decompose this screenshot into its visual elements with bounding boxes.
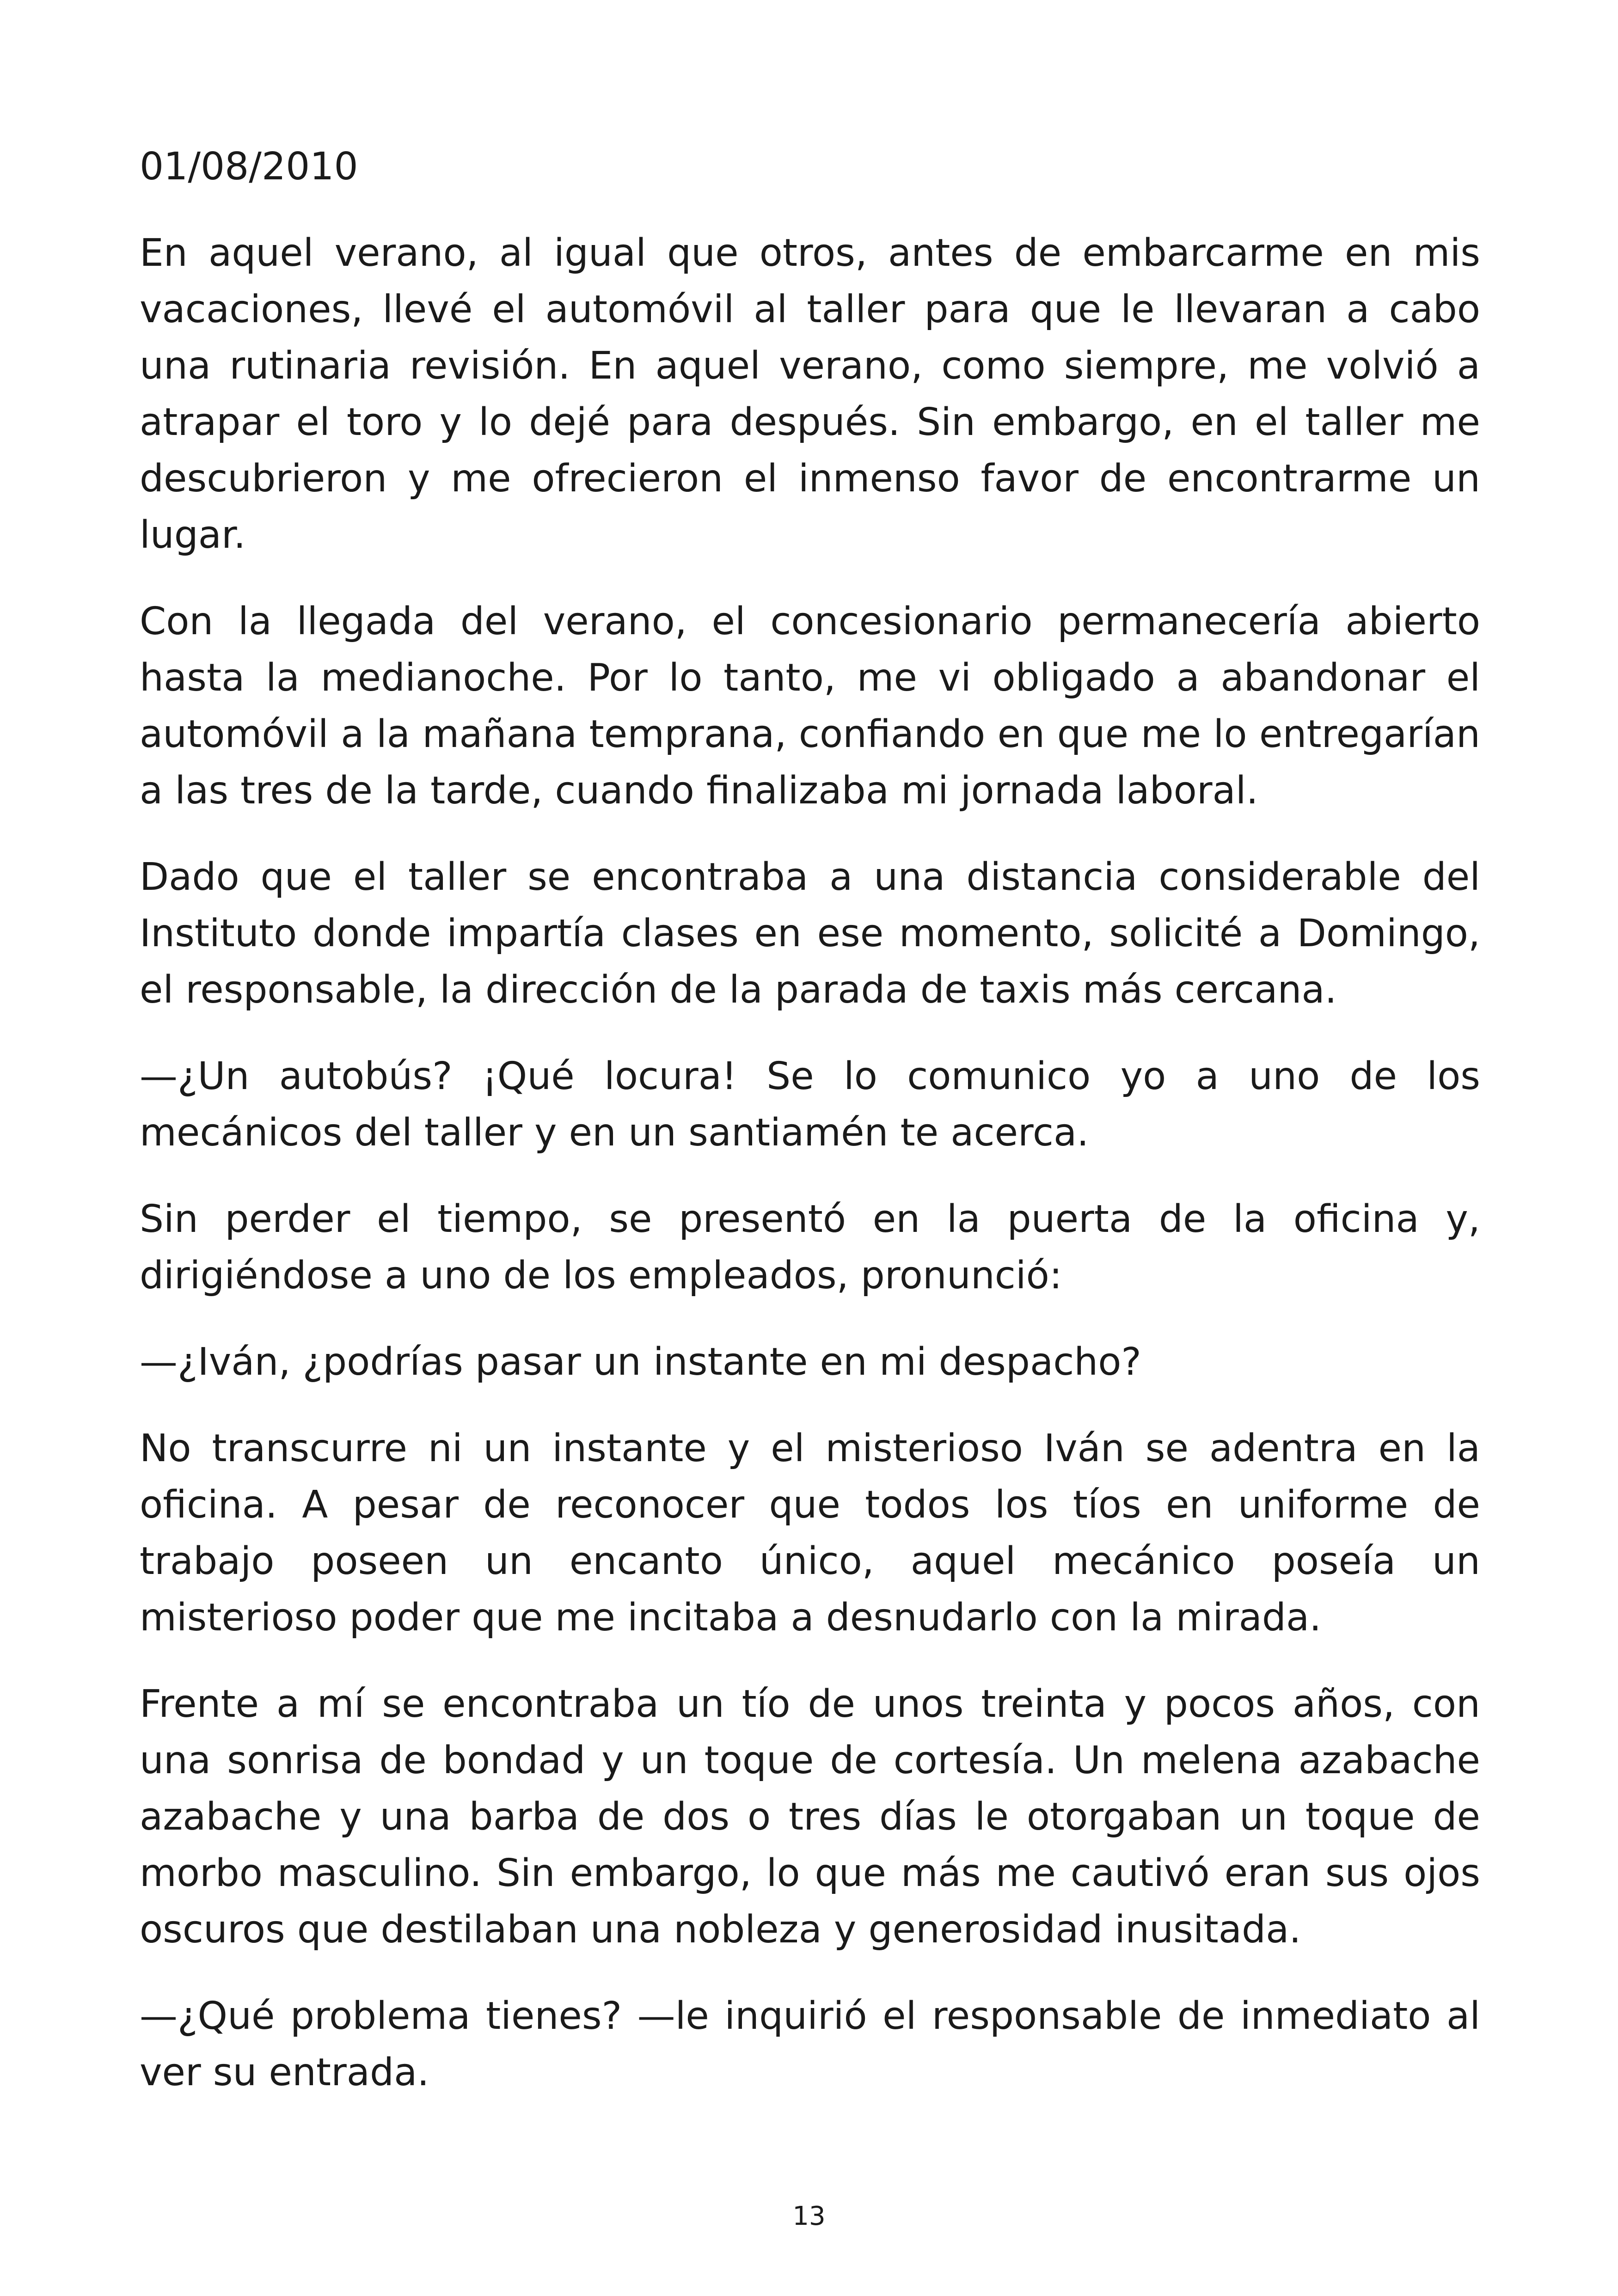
page-body	[140, 139, 1480, 2131]
paragraph: No transcurre ni un instante y el misterioso Iván se adentra en la oficina. A pesar de reconocer que todos los tíos en uniforme de trabajo poseen un encanto único, aquel mecánico poseía un misterioso poder que me incitaba a desnudarlo con la mirada.	[140, 1427, 1480, 1640]
paragraph: —¿Qué problema tienes? —le inquirió el responsable de inmediato al ver su entrada.	[140, 1994, 1480, 2094]
paragraph: Frente a mí se encontraba un tío de unos treinta y pocos años, con una sonrisa de bondad y un toque de cortesía. Un melena azabache azabache y una barba de dos o tres días le otorgaban un toque de morbo masculino. Sin embargo, lo que más me cautivó eran sus ojos oscuros que destilaban una nobleza y generosidad inusitada.	[140, 1682, 1480, 1952]
paragraph: Sin perder el tiempo, se presentó en la puerta de la oficina y, dirigiéndose a uno de los empleados, pronunció:	[140, 1197, 1480, 1298]
paragraph: En aquel verano, al igual que otros, antes de embarcarme en mis vacaciones, llevé el automóvil al taller para que le llevaran a cabo una rutinaria revisión. En aquel verano, como siempre, me volvió a atrapar el toro y lo dejé para después. Sin embargo, en el taller me descubrieron y me ofrecieron el inmenso favor de encontrarme un lugar.	[140, 231, 1480, 557]
paragraph: Con la llegada del verano, el concesionario permanecería abierto hasta la medianoche. Por lo tanto, me vi obligado a abandonar el automóvil a la mañana temprana, confiando en que me lo entregarían a las tres de la tarde, cuando finalizaba mi jornada laboral.	[140, 600, 1480, 813]
paragraph: —¿Iván, ¿podrías pasar un instante en mi despacho?	[140, 1340, 1141, 1384]
paragraph: Dado que el taller se encontraba a una distancia considerable del Instituto donde impartía clases en ese momento, solicité a Domingo, el responsable, la dirección de la parada de taxis más cercana.	[140, 855, 1480, 1012]
paragraph: —¿Un autobús? ¡Qué locura! Se lo comunico yo a uno de los mecánicos del taller y en un santiamén te acerca.	[140, 1054, 1480, 1155]
entry-date: 01/08/2010	[140, 145, 358, 189]
page-number: 13	[792, 2201, 826, 2231]
